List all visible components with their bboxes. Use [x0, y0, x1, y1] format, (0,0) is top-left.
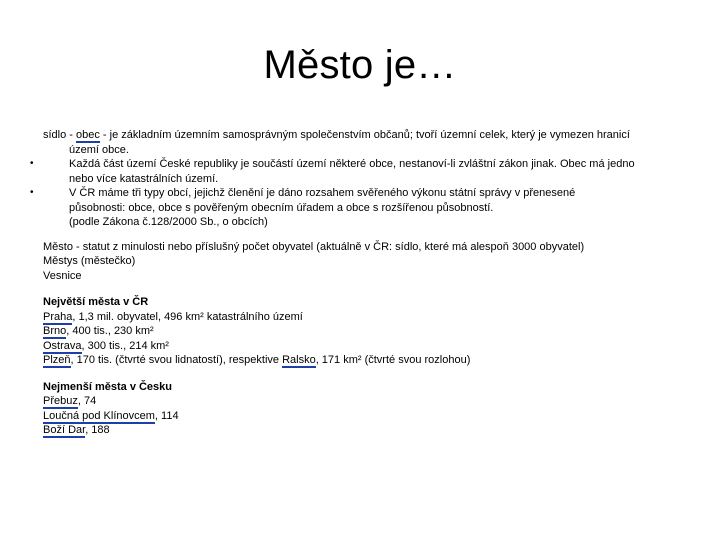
- list-item: [30, 186, 683, 230]
- city-row: [43, 409, 683, 424]
- spacer: [43, 368, 683, 380]
- city-row: [43, 324, 683, 339]
- city-link-ostrava[interactable]: Ostrava: [43, 339, 82, 352]
- city-row: [43, 394, 683, 409]
- city-row: [43, 423, 683, 438]
- bullet-icon: •: [30, 158, 34, 169]
- bullet-line: V ČR máme tři typy obcí, jejichž členění je dáno rozsahem svěřeného výkonu státní správy v přenesené: [69, 187, 576, 199]
- city-link-ralsko[interactable]: Ralsko: [282, 354, 316, 366]
- intro-text-start: sídlo -: [43, 129, 77, 141]
- type-item: Město - statut z minulosti nebo příslušný počet obyvatel (aktuálně v ČR: sídlo, které má alespoň 3000 obyvatel): [43, 240, 585, 253]
- largest-cities-heading: Největší města v ČR: [43, 296, 149, 308]
- city-info: , 188: [85, 424, 110, 436]
- city-info: , 1,3 mil. obyvatel, 496 km² katastrálního území: [72, 310, 303, 323]
- city-link-loucna[interactable]: Loučná pod Klínovcem: [43, 409, 155, 422]
- slide-body: [30, 128, 683, 438]
- city-link-brno[interactable]: Brno: [43, 325, 67, 337]
- city-link-plzen[interactable]: Plzeň: [43, 354, 71, 366]
- city-info: , 170 tis. (čtvrté svou lidnatostí), respektive: [70, 354, 283, 366]
- obec-link[interactable]: obec: [76, 129, 100, 141]
- city-row: [43, 310, 683, 325]
- type-item: Městys (městečko): [43, 255, 136, 267]
- type-item: Vesnice: [43, 269, 82, 282]
- bullet-list: [30, 157, 683, 230]
- list-item: [30, 157, 683, 186]
- city-info: , 171 km² (čtvrté svou rozlohou): [315, 354, 471, 366]
- city-row: [43, 353, 683, 368]
- bullet-icon: •: [30, 187, 34, 198]
- slide-title: Město je…: [263, 43, 457, 87]
- city-link-prebuz[interactable]: Přebuz: [43, 395, 78, 407]
- smallest-cities-heading: Nejmenší města v Česku: [43, 380, 173, 393]
- city-row: [43, 339, 683, 354]
- city-link-praha[interactable]: Praha: [43, 310, 73, 323]
- spacer: [43, 230, 683, 240]
- city-info: , 300 tis., 214 km²: [81, 339, 169, 352]
- largest-cities-section: [43, 295, 683, 368]
- bullet-line: působnosti: obce, obce s pověřeným obecním úřadem a obce s rozšířenou působností.: [69, 201, 494, 214]
- spacer: [43, 283, 683, 295]
- smallest-cities-section: [43, 380, 683, 438]
- bullet-line: nebo více katastrálních území.: [69, 172, 219, 185]
- bullet-line: Každá část území České republiky je součástí území některé obce, nestanoví-li zvláštní zákon jinak. Obec má jedno: [69, 158, 635, 170]
- city-link-bozi-dar[interactable]: Boží Dar: [43, 424, 86, 436]
- intro-text-rest: - je základním územním samosprávným společenstvím občanů; tvoří územní celek, který je vymezen hranicí: [99, 129, 630, 141]
- source-note: (podle Zákona č.128/2000 Sb., o obcích): [69, 216, 268, 228]
- types-list: [43, 240, 683, 284]
- intro-paragraph: [43, 128, 683, 157]
- city-info: , 400 tis., 230 km²: [66, 325, 154, 337]
- intro-text-line2: území obce.: [69, 143, 129, 156]
- city-info: , 74: [77, 395, 97, 407]
- city-info: , 114: [154, 409, 179, 422]
